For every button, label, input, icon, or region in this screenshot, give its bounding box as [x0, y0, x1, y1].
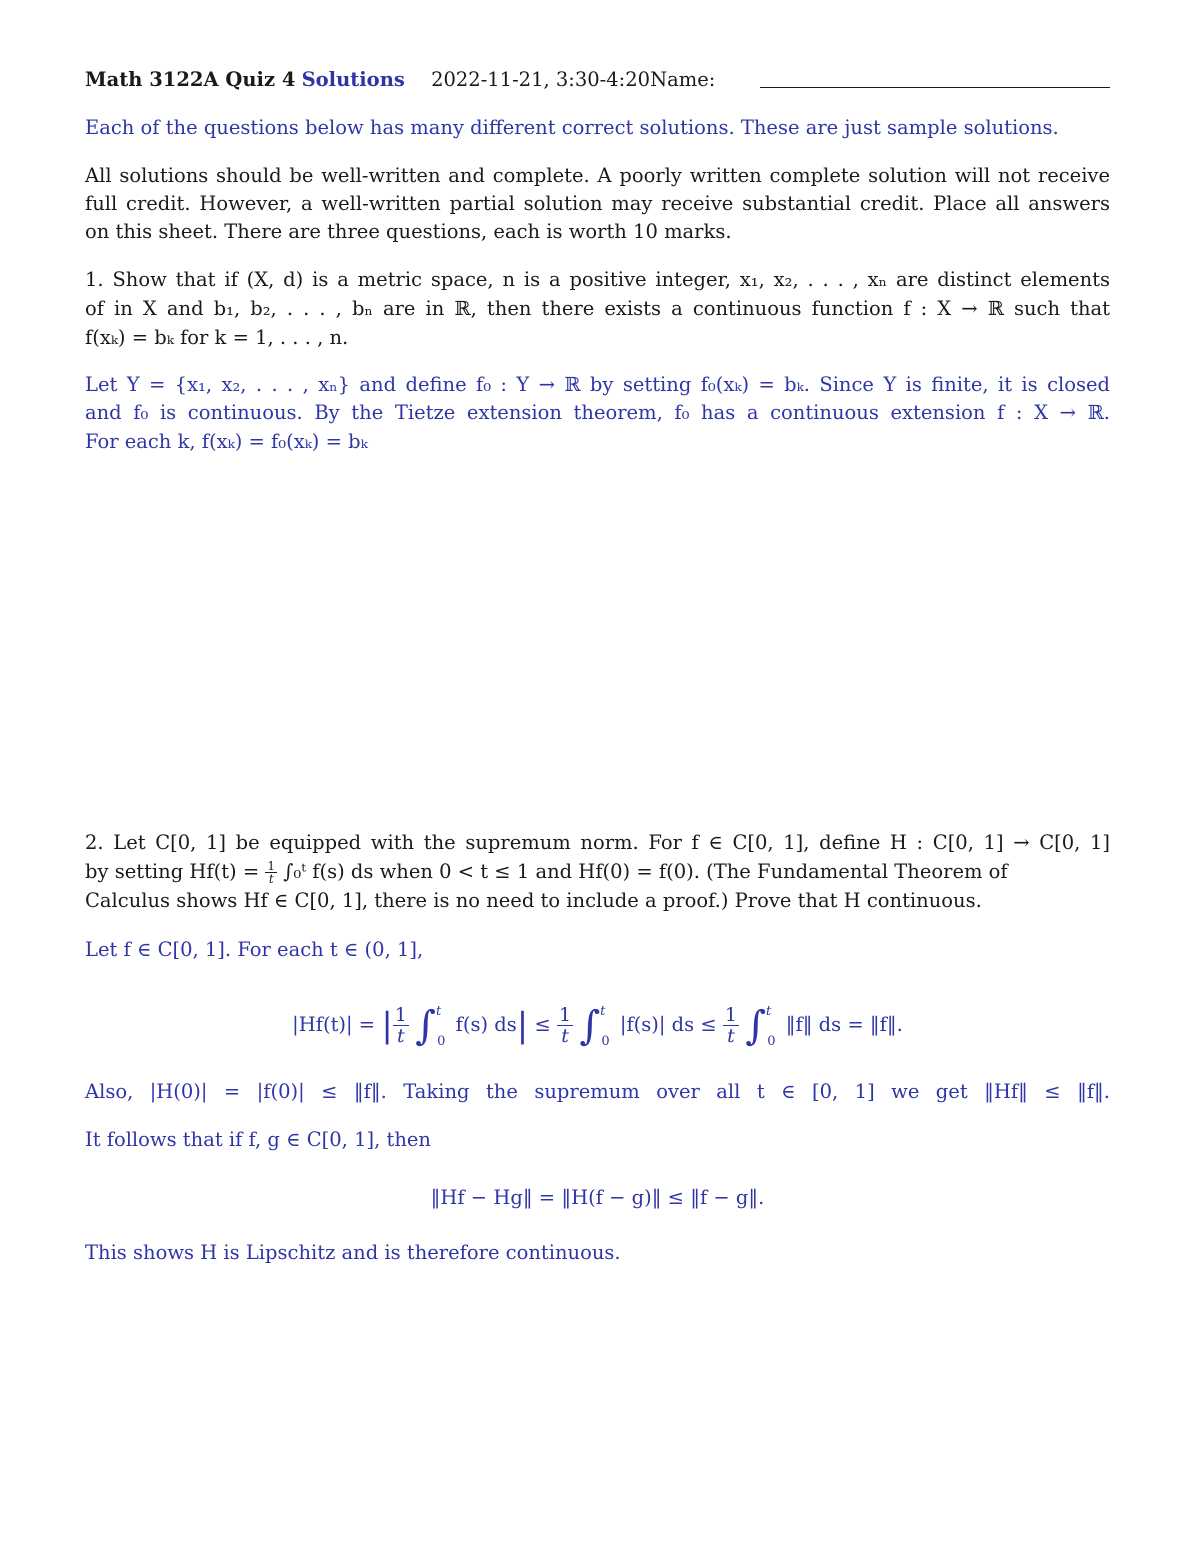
- integral-sign-2: ∫: [579, 1002, 601, 1049]
- solution-1-line-2: and f₀ is continuous. By the Tietze extension theorem, f₀ has a continuous extension f : X → ℝ.: [85, 401, 1110, 424]
- integral-sign-1: ∫: [415, 1002, 436, 1049]
- abs-bar-right: |: [516, 1005, 529, 1046]
- course-title: Math 3122A Quiz 4: [85, 68, 296, 91]
- date-time: 2022-11-21, 3:30-4:20: [431, 68, 651, 91]
- question-1-line-3: f(xₖ) = bₖ for k = 1, . . . , n.: [85, 326, 349, 349]
- solution-2-follows: It follows that if f, g ∈ C[0, 1], then: [85, 1128, 431, 1151]
- eq1-integrand-2: |f(s)| ds ≤: [619, 1013, 717, 1036]
- question-1-line-1: 1. Show that if (X, d) is a metric space, n is a positive integer, x₁, x₂, . . . , xₙ are distinct elements: [85, 268, 1110, 291]
- equation-1: |Hf(t)| = | $\frac{1}{t}$ ∫$^t_0$ f(s) ds| ≤ $\frac{1}{t}$ ∫$^t_0$ |f(s)| ds ≤ $\frac{1}{t}$ ∫$^t_0$ ‖f‖ ds = ‖f‖.: [292, 1002, 903, 1049]
- solution-2-intro: Let f ∈ C[0, 1]. For each t ∈ (0, 1],: [85, 938, 424, 961]
- solution-1-line-1: Let Y = {x₁, x₂, . . . , xₙ} and define f₀ : Y → ℝ by setting f₀(xₖ) = bₖ. Since Y is finite, it is closed: [85, 373, 1110, 396]
- instructions-line-2: full credit. However, a well-written partial solution may receive substantial credit. Place all answers: [85, 192, 1110, 215]
- instructions-line-1: All solutions should be well-written and complete. A poorly written complete solution will not receive: [85, 164, 1110, 187]
- question-2-line-2-end: ∫₀ᵗ f(s) ds when 0 < t ≤ 1 and Hf(0) = f(0). (The Fundamental Theorem of: [283, 860, 1008, 883]
- eq1-leq: ≤: [534, 1013, 551, 1036]
- solutions-label: Solutions: [301, 68, 405, 91]
- eq1-fraction-1: $\frac{1}{t}$: [394, 1004, 407, 1047]
- equation-2: ‖Hf − Hg‖ = ‖H(f − g)‖ ≤ ‖f − g‖.: [430, 1186, 765, 1209]
- solution-1-line-3: For each k, f(xₖ) = f₀(xₖ) = bₖ: [85, 430, 368, 453]
- question-2-line-3: Calculus shows Hf ∈ C[0, 1], there is no need to include a proof.) Prove that H continuous.: [85, 889, 982, 912]
- eq1-integrand-3: ‖f‖ ds = ‖f‖.: [785, 1013, 903, 1036]
- eq1-fraction-2: $\frac{1}{t}$: [559, 1004, 572, 1047]
- integral-sign-3: ∫: [745, 1002, 767, 1049]
- eq1-integrand-1: f(s) ds: [455, 1013, 517, 1036]
- question-2-line-2: [85, 858, 1008, 886]
- eq1-fraction-3: $\frac{1}{t}$: [724, 1004, 737, 1047]
- solution-2-also: Also, |H(0)| = |f(0)| ≤ ‖f‖. Taking the supremum over all t ∈ [0, 1] we get ‖Hf‖ ≤ ‖f‖.: [85, 1080, 1110, 1103]
- solution-2-conclusion: This shows H is Lipschitz and is therefore continuous.: [85, 1241, 621, 1264]
- solutions-note: Each of the questions below has many different correct solutions. These are just sample solutions.: [85, 116, 1059, 139]
- fraction-one-over-t: $\frac{1}{t}$: [267, 859, 276, 886]
- question-2-line-2-start: by setting Hf(t) =: [85, 860, 260, 883]
- question-1-line-2: of in X and b₁, b₂, . . . , bₙ are in ℝ, then there exists a continuous function f : X → ℝ such that: [85, 297, 1110, 320]
- instructions-line-3: on this sheet. There are three questions, each is worth 10 marks.: [85, 220, 732, 243]
- abs-bar-left: |: [381, 1005, 393, 1046]
- name-label: Name:: [650, 68, 716, 91]
- eq1-lhs: |Hf(t)| =: [292, 1013, 376, 1036]
- question-2-line-1: 2. Let C[0, 1] be equipped with the supremum norm. For f ∈ C[0, 1], define H : C[0, 1] → C[0, 1]: [85, 831, 1110, 854]
- header: [85, 66, 715, 94]
- name-blank-line: [760, 87, 1110, 88]
